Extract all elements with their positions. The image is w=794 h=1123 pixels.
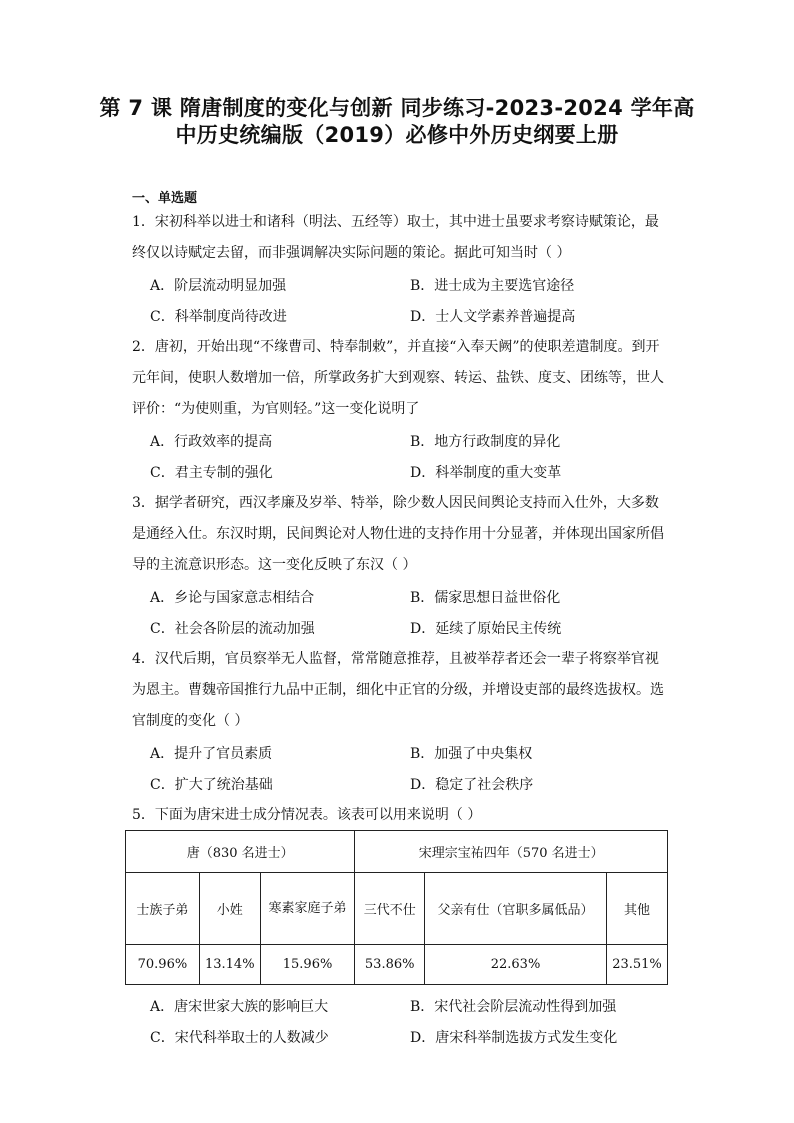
table-cell: 15.96% [260, 945, 355, 985]
document-title-line-1: 第 7 课 隋唐制度的变化与创新 同步练习-2023-2024 学年高 [99, 96, 695, 120]
table-cell: 23.51% [607, 945, 668, 985]
question-4-option-d[interactable]: D．稳定了社会秩序 [410, 777, 534, 793]
question-2-line-3: 评价：“为使则重，为官则轻。”这一变化说明了 [132, 401, 420, 417]
question-3-option-b[interactable]: B．儒家思想日益世俗化 [410, 590, 561, 606]
question-4-line-3: 官制度的变化（ ） [132, 713, 249, 729]
question-5-option-a[interactable]: A．唐宋世家大族的影响巨大 [150, 999, 329, 1015]
question-2-option-d[interactable]: D．科举制度的重大变革 [410, 465, 562, 481]
jinshi-composition-table [125, 830, 668, 985]
question-4-line-2: 为恩主。曹魏帝国推行九品中正制，细化中正官的分级，并增设吏部的最终选拔权。选 [132, 682, 664, 698]
table-column-header: 小姓 [199, 873, 260, 945]
question-1-option-c[interactable]: C．科举制度尚待改进 [150, 309, 287, 325]
question-3-line-1: 3．据学者研究，西汉孝廉及岁举、特举，除少数人因民间舆论支持而入仕外，大多数 [132, 495, 659, 511]
question-3-line-2: 是通经入仕。东汉时期，民间舆论对人物仕进的支持作用十分显著，并体现出国家所倡 [132, 526, 664, 542]
table-column-header: 三代不仕 [355, 873, 425, 945]
question-2-option-c[interactable]: C．君主专制的强化 [150, 465, 273, 481]
table-column-header: 父亲有仕（官职多属低品） [425, 873, 607, 945]
question-4-option-a[interactable]: A．提升了官员素质 [150, 746, 273, 762]
question-1-option-b[interactable]: B．进士成为主要选官途径 [410, 278, 575, 294]
document-title-line-2: 中历史统编版（2019）必修中外历史纲要上册 [175, 123, 619, 147]
question-1-option-d[interactable]: D．士人文学素养普遍提高 [410, 309, 576, 325]
table-column-header: 其他 [607, 873, 668, 945]
question-1-line-1: 1．宋初科举以进士和诸科（明法、五经等）取士，其中进士虽要求考察诗赋策论，最 [132, 214, 659, 230]
question-5-option-b[interactable]: B．宋代社会阶层流动性得到加强 [410, 999, 617, 1015]
question-1-line-2: 终仅以诗赋定去留，而非强调解决实际问题的策论。据此可知当时（ ） [132, 245, 571, 261]
table-group-header-tang: 唐（830 名进士） [126, 831, 355, 873]
table-cell: 22.63% [425, 945, 607, 985]
question-5-option-d[interactable]: D．唐宋科举制选拔方式发生变化 [410, 1030, 618, 1046]
question-3-option-c[interactable]: C．社会各阶层的流动加强 [150, 621, 315, 637]
question-4-option-c[interactable]: C．扩大了统治基础 [150, 777, 273, 793]
table-row [126, 945, 668, 985]
table-cell: 13.14% [199, 945, 260, 985]
question-2-line-1: 2．唐初，开始出现“不缘曹司、特奉制敕”，并直接“入奉天阙”的使职差遣制度。到开 [132, 339, 660, 355]
table-group-header-song: 宋理宗宝祐四年（570 名进士） [355, 831, 668, 873]
table-cell: 53.86% [355, 945, 425, 985]
question-2-option-b[interactable]: B．地方行政制度的异化 [410, 434, 561, 450]
table-column-header: 士族子弟 [126, 873, 200, 945]
question-4-line-1: 4．汉代后期，官员察举无人监督，常常随意推荐，且被举荐者还会一辈子将察举官视 [132, 651, 659, 667]
table-column-header: 寒素家庭子弟 [260, 873, 355, 945]
question-2-line-2: 元年间，使职人数增加一倍，所掌政务扩大到观察、转运、盐铁、度支、团练等，世人 [132, 370, 664, 386]
question-5-option-c[interactable]: C．宋代科举取士的人数减少 [150, 1030, 329, 1046]
question-4-option-b[interactable]: B．加强了中央集权 [410, 746, 533, 762]
question-3-line-3: 导的主流意识形态。这一变化反映了东汉（ ） [132, 557, 417, 573]
question-1-option-a[interactable]: A．阶层流动明显加强 [150, 278, 287, 294]
question-2-option-a[interactable]: A．行政效率的提高 [150, 434, 273, 450]
question-3-option-a[interactable]: A．乡论与国家意志相结合 [150, 590, 315, 606]
table-group-header-row [126, 831, 668, 873]
section-heading: 一、单选题 [132, 191, 198, 206]
table-column-header-row [126, 873, 668, 945]
question-3-option-d[interactable]: D．延续了原始民主传统 [410, 621, 562, 637]
question-5-line-1: 5．下面为唐宋进士成分情况表。该表可以用来说明（ ） [132, 807, 482, 823]
table-cell: 70.96% [126, 945, 200, 985]
